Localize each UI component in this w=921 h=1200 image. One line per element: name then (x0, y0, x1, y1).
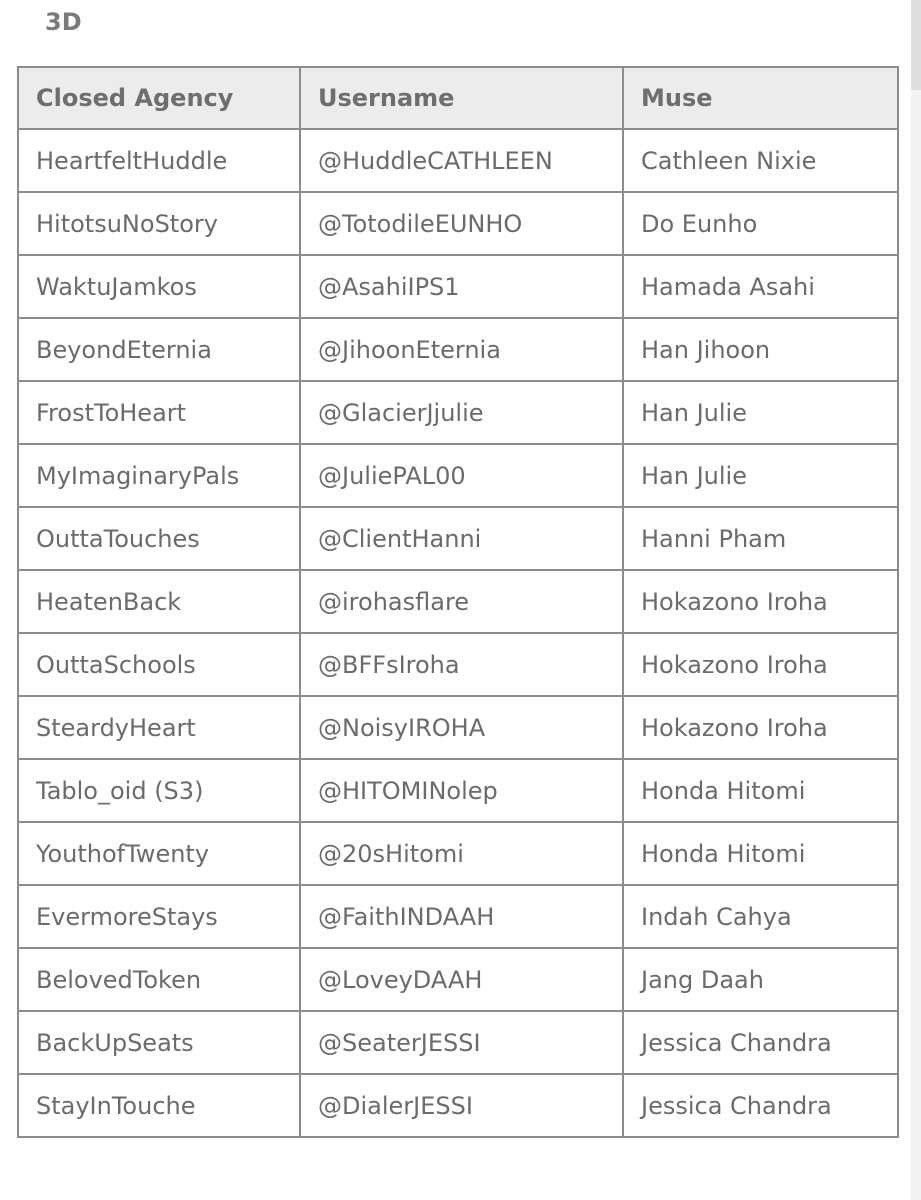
cell-closed-agency: WaktuJamkos (18, 255, 300, 318)
cell-closed-agency: HeartfeltHuddle (18, 129, 300, 192)
cell-closed-agency: BeyondEternia (18, 318, 300, 381)
cell-closed-agency: HitotsuNoStory (18, 192, 300, 255)
table-header (18, 67, 898, 129)
table-row (18, 696, 898, 759)
cell-muse: Honda Hitomi (623, 759, 898, 822)
cell-closed-agency: FrostToHeart (18, 381, 300, 444)
table-row (18, 507, 898, 570)
table-row (18, 1011, 898, 1074)
cell-closed-agency: SteardyHeart (18, 696, 300, 759)
table-row (18, 570, 898, 633)
cell-muse: Hokazono Iroha (623, 633, 898, 696)
column-header-username: Username (300, 67, 623, 129)
cell-username: @NoisyIROHA (300, 696, 623, 759)
cell-muse: Cathleen Nixie (623, 129, 898, 192)
table-row (18, 1074, 898, 1137)
cell-closed-agency: OuttaSchools (18, 633, 300, 696)
cell-username: @LoveyDAAH (300, 948, 623, 1011)
header-row (18, 67, 898, 129)
table-row (18, 129, 898, 192)
scrollbar-thumb[interactable] (911, 0, 921, 90)
cell-username: @TotodileEUNHO (300, 192, 623, 255)
cell-username: @DialerJESSI (300, 1074, 623, 1137)
table-row (18, 633, 898, 696)
cell-closed-agency: EvermoreStays (18, 885, 300, 948)
section-label: 3D (45, 8, 82, 36)
cell-closed-agency: BelovedToken (18, 948, 300, 1011)
cell-username: @ClientHanni (300, 507, 623, 570)
agency-table (17, 66, 899, 1138)
cell-muse: Hokazono Iroha (623, 696, 898, 759)
cell-username: @irohasflare (300, 570, 623, 633)
column-header-muse: Muse (623, 67, 898, 129)
table-row (18, 192, 898, 255)
cell-username: @GlacierJjulie (300, 381, 623, 444)
table-row (18, 759, 898, 822)
table-row (18, 381, 898, 444)
cell-username: @JuliePAL00 (300, 444, 623, 507)
cell-muse: Han Jihoon (623, 318, 898, 381)
cell-muse: Hanni Pham (623, 507, 898, 570)
cell-username: @HuddleCATHLEEN (300, 129, 623, 192)
cell-username: @AsahiIPS1 (300, 255, 623, 318)
cell-muse: Han Julie (623, 444, 898, 507)
cell-closed-agency: Tablo_oid (S3) (18, 759, 300, 822)
vertical-scrollbar[interactable] (911, 0, 921, 1200)
cell-closed-agency: HeatenBack (18, 570, 300, 633)
cell-closed-agency: MyImaginaryPals (18, 444, 300, 507)
table-row (18, 444, 898, 507)
cell-username: @FaithINDAAH (300, 885, 623, 948)
cell-username: @20sHitomi (300, 822, 623, 885)
cell-muse: Indah Cahya (623, 885, 898, 948)
table-body (18, 129, 898, 1137)
cell-closed-agency: YouthofTwenty (18, 822, 300, 885)
cell-closed-agency: BackUpSeats (18, 1011, 300, 1074)
cell-closed-agency: OuttaTouches (18, 507, 300, 570)
table-row (18, 822, 898, 885)
table-row (18, 948, 898, 1011)
cell-username: @BFFsIroha (300, 633, 623, 696)
cell-closed-agency: StayInTouche (18, 1074, 300, 1137)
cell-muse: Jessica Chandra (623, 1011, 898, 1074)
cell-muse: Do Eunho (623, 192, 898, 255)
cell-muse: Han Julie (623, 381, 898, 444)
cell-muse: Jang Daah (623, 948, 898, 1011)
cell-username: @HITOMINolep (300, 759, 623, 822)
table-row (18, 318, 898, 381)
cell-username: @SeaterJESSI (300, 1011, 623, 1074)
cell-username: @JihoonEternia (300, 318, 623, 381)
cell-muse: Hamada Asahi (623, 255, 898, 318)
table-row (18, 885, 898, 948)
cell-muse: Jessica Chandra (623, 1074, 898, 1137)
table-row (18, 255, 898, 318)
cell-muse: Hokazono Iroha (623, 570, 898, 633)
cell-muse: Honda Hitomi (623, 822, 898, 885)
column-header-closed-agency: Closed Agency (18, 67, 300, 129)
